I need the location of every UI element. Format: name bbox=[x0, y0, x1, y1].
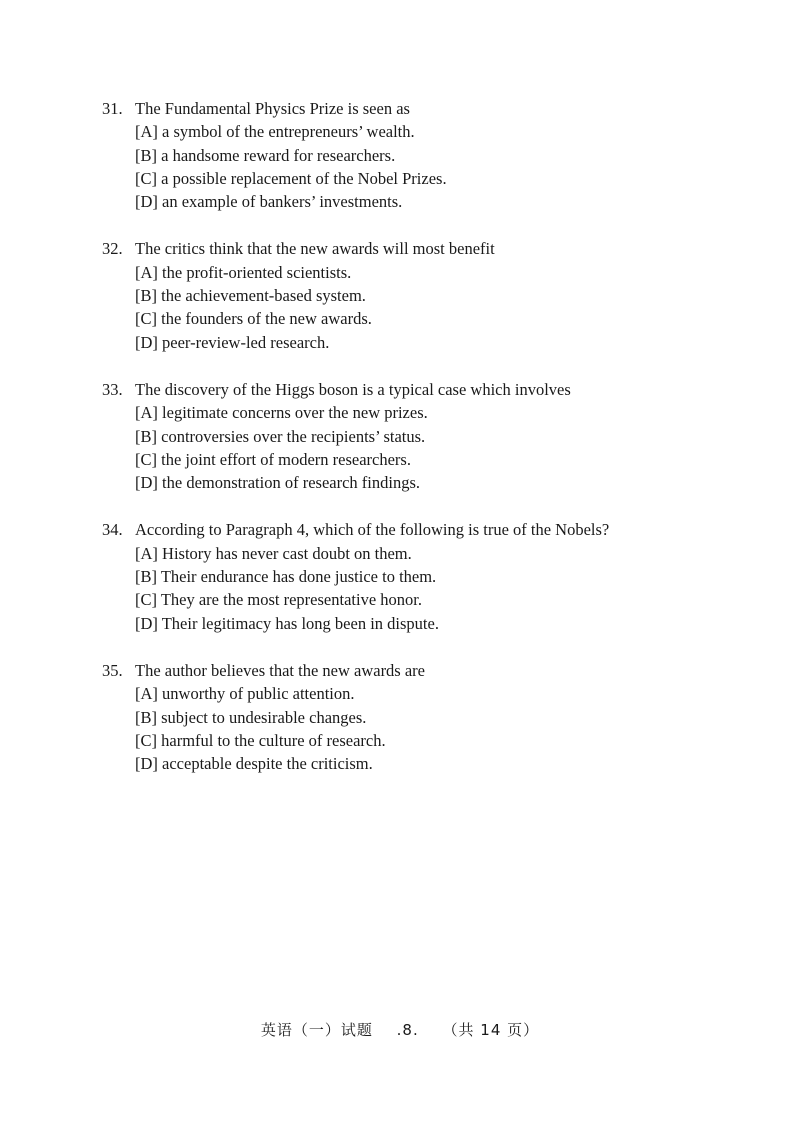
option-list bbox=[102, 120, 722, 213]
question-32 bbox=[102, 237, 722, 353]
option-b: [B] subject to undesirable changes. bbox=[135, 707, 367, 727]
footer-subject: 英语（一）试题 bbox=[260, 1021, 373, 1039]
option-list bbox=[102, 542, 722, 635]
question-stem-line bbox=[102, 659, 722, 682]
page-footer bbox=[0, 1020, 800, 1040]
option-d: [D] Their legitimacy has long been in dispute. bbox=[135, 613, 439, 633]
question-stem: The author believes that the new awards are bbox=[135, 660, 425, 680]
option-a: [A] History has never cast doubt on them. bbox=[135, 543, 412, 563]
option-c: [C] the founders of the new awards. bbox=[135, 309, 372, 329]
option-d: [D] an example of bankers’ investments. bbox=[135, 192, 403, 212]
option-c: [C] the joint effort of modern researchers. bbox=[135, 449, 411, 469]
option-b: [B] controversies over the recipients’ status. bbox=[135, 426, 426, 446]
option-b: [B] Their endurance has done justice to them. bbox=[135, 567, 437, 587]
option-d: [D] acceptable despite the criticism. bbox=[135, 754, 373, 774]
option-c: [C] a possible replacement of the Nobel Prizes. bbox=[135, 168, 447, 188]
question-33 bbox=[102, 378, 722, 494]
option-list bbox=[102, 682, 722, 775]
option-d: [D] the demonstration of research findings. bbox=[135, 473, 420, 493]
question-stem: According to Paragraph 4, which of the following is true of the Nobels? bbox=[135, 520, 610, 540]
question-stem-line bbox=[102, 518, 722, 541]
option-list bbox=[102, 401, 722, 494]
option-a: [A] the profit-oriented scientists. bbox=[135, 262, 352, 282]
footer-page-number: .8. bbox=[396, 1021, 419, 1039]
question-stem: The critics think that the new awards will most benefit bbox=[135, 239, 495, 259]
option-c: [C] harmful to the culture of research. bbox=[135, 730, 386, 750]
option-c: [C] They are the most representative honor. bbox=[135, 590, 422, 610]
question-number: 32. bbox=[102, 239, 123, 259]
question-34 bbox=[102, 518, 722, 634]
question-list bbox=[102, 97, 722, 799]
question-35 bbox=[102, 659, 722, 775]
question-stem: The Fundamental Physics Prize is seen as bbox=[135, 99, 410, 118]
option-d: [D] peer-review-led research. bbox=[135, 332, 330, 352]
option-a: [A] a symbol of the entrepreneurs’ wealth. bbox=[135, 122, 415, 142]
option-a: [A] legitimate concerns over the new prizes. bbox=[135, 403, 428, 423]
question-number: 31. bbox=[102, 99, 123, 118]
footer-total-pages: （共 14 页） bbox=[442, 1021, 540, 1039]
question-number: 33. bbox=[102, 379, 123, 399]
option-b: [B] the achievement-based system. bbox=[135, 286, 366, 306]
question-number: 34. bbox=[102, 520, 123, 540]
option-list bbox=[102, 261, 722, 354]
question-number: 35. bbox=[102, 660, 123, 680]
question-stem-line bbox=[102, 378, 722, 401]
question-stem-line bbox=[102, 97, 722, 120]
question-stem-line bbox=[102, 237, 722, 260]
question-stem: The discovery of the Higgs boson is a typical case which involves bbox=[135, 379, 571, 399]
option-a: [A] unworthy of public attention. bbox=[135, 684, 355, 704]
option-b: [B] a handsome reward for researchers. bbox=[135, 145, 396, 165]
question-31 bbox=[102, 97, 722, 213]
